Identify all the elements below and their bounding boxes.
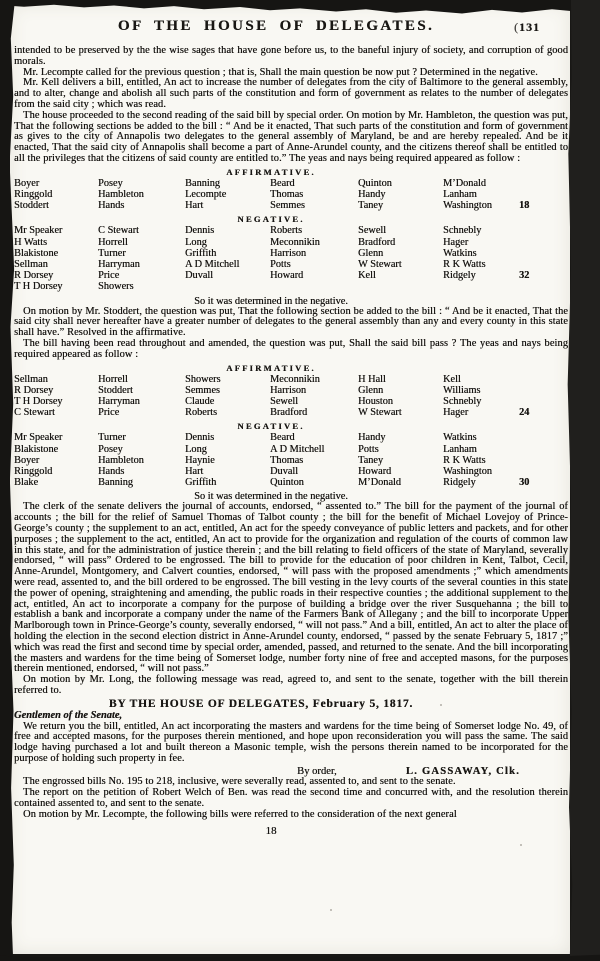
negative-heading-2: NEGATIVE. xyxy=(237,421,305,432)
signature-mark: 18 xyxy=(265,825,277,838)
delegate-name: Quinton xyxy=(270,477,304,489)
paragraph-senate-clerk: The clerk of the senate delivers the journal of accounts, endorsed, “ assented to.” The bill for the payment of the journal of accounts ; the bill for the relief of Samuel Thomas of Talbot county ; the bill for the benefit of Michael Lovejoy of Prince-George’s county ; the supplement to an act, entitled, An act for the speedy conveyance of public letters and packets, and for other purposes ; the supplement to the act, entitled, An act to provide for the organization and regulation of the courts of common law in this state, and for the administration of justice therein ; and the bill relating to field officers of the state of Maryland, severally endorsed, “ will pass” Ordered to be engrossed. The bill to provide for the education of poor children in Kent, Talbot, Cecil, Anne-Arundel, Montgomery, and Calvert counties, endorsed, “ will pass with the proposed amendments ;” which amendments were read, assented to, and the bill ordered to be engrossed. The bill vesting in the levy courts of the several counties in this state the power of opening, straightening and amending, the public roads in their respective counties ; the additional supplement to the act, entitled, An act to incorporate a company for the purpose of building a bridge over the river Susquehanna ; the bill to establish a bank and incorporate a company under the name of the Farmers Bank of Allegany ; and the bill to incorporate Upper Marlborough town in Prince-George’s county, severally endorsed, “ will not pass.” And a bill, entitled, An act to alter the place of holding the election in the second election district in Anne-Arundel county, endorsed, “ passed by the senate February 5, 1817 ;” which was read the first and second time by special order, amended, passed, and returned to the senate. And the bill incorporating the masters and wardens for the time being of Somerset lodge, number forty nine of free and accepted masons, for the purposes therein mentioned, endorsed, “ will not pass.” xyxy=(14,501,568,675)
paragraph-next-general: On motion by Mr. Lecompte, the following bills were referred to the consideration of the next general xyxy=(23,808,457,820)
affirmative-heading-2: AFFIRMATIVE. xyxy=(226,362,316,373)
delegate-name: Hart xyxy=(185,200,204,212)
table-row xyxy=(14,281,568,292)
affirmative-heading-1: AFFIRMATIVE. xyxy=(226,166,316,177)
page-number-value: 131 xyxy=(519,20,540,34)
delegate-name: Banning xyxy=(98,477,133,489)
delegate-name: R K Watts xyxy=(443,454,486,466)
delegate-name: Hands xyxy=(98,466,125,477)
delegate-name: Lecompte xyxy=(185,188,227,200)
delegate-name: Hambleton xyxy=(98,188,144,200)
delegate-name: Schnebly xyxy=(443,225,482,237)
running-header xyxy=(14,14,568,40)
delegate-name: T H Dorsey xyxy=(14,281,63,293)
determination-line-1: So it was determined in the negative. xyxy=(194,295,348,307)
delegate-name: Hart xyxy=(185,466,204,477)
delegate-name: Ridgely xyxy=(443,477,476,489)
delegate-name: Handy xyxy=(358,188,386,200)
delegate-name: Posey xyxy=(98,177,123,189)
table-row xyxy=(14,432,568,443)
delegate-name: Potts xyxy=(270,258,291,270)
table-row xyxy=(14,248,568,259)
salutation: Gentlemen of the Senate, xyxy=(14,709,122,721)
delegate-name: Blake xyxy=(14,477,39,489)
paragraph-engrossed-bills: The engrossed bills No. 195 to 218, inclusive, were severally read, assented to, and sent to the senate. xyxy=(23,776,456,788)
by-order-label: By order, xyxy=(297,765,337,777)
delegate-name: Thomas xyxy=(270,188,304,200)
delegate-name: Harryman xyxy=(98,395,140,407)
table-row xyxy=(14,200,568,211)
table-row xyxy=(14,455,568,466)
table-row xyxy=(14,374,568,385)
vote-table-1-negative xyxy=(14,225,568,292)
house-of-delegates-heading: BY THE HOUSE OF DELEGATES, February 5, 1817. xyxy=(108,697,414,710)
vote-table-2-affirmative xyxy=(14,374,568,419)
delegate-name: Semmes xyxy=(270,200,305,212)
delegate-name: Posey xyxy=(98,443,123,455)
delegate-name: Hands xyxy=(98,200,125,212)
delegate-name: Houston xyxy=(358,395,393,407)
delegate-name: Sewell xyxy=(270,395,299,407)
delegate-name: Showers xyxy=(185,373,221,385)
page-number-bracket: ( xyxy=(514,20,519,34)
delegate-name: Horrell xyxy=(98,373,128,385)
delegate-name: Washington xyxy=(443,200,492,212)
delegate-name: Thomas xyxy=(270,454,304,466)
delegate-name: Taney xyxy=(358,200,384,212)
delegate-name: Howard xyxy=(358,466,392,477)
delegate-name: Roberts xyxy=(185,407,218,419)
delegate-name: Long xyxy=(185,236,207,248)
delegate-name: Sellman xyxy=(14,258,48,270)
delegate-name: Meconnikin xyxy=(270,236,320,248)
delegate-name: W Stewart xyxy=(358,407,402,419)
delegate-name: Griffith xyxy=(185,247,217,259)
delegate-name: R Dorsey xyxy=(14,270,54,282)
delegate-name: W Stewart xyxy=(358,258,402,270)
paragraph-bill-read: The bill having been read throughout and amended, the question was put, Shall the said bill pass ? The yeas and nays being required appeared as follow : xyxy=(14,337,568,360)
paragraph-long-motion: On motion by Mr. Long, the following message was read, agreed to, and sent to the senate, together with the bill therein referred to. xyxy=(14,674,568,696)
vote-tally-negative-2: 30 xyxy=(519,477,530,489)
delegate-name: Dennis xyxy=(185,225,215,237)
delegate-name: Boyer xyxy=(14,177,40,189)
delegate-name: Claude xyxy=(185,395,215,407)
delegate-name: Showers xyxy=(98,281,134,293)
table-row xyxy=(14,178,568,189)
table-row xyxy=(14,237,568,248)
delegate-name: T H Dorsey xyxy=(14,395,63,407)
delegate-name: C Stewart xyxy=(98,225,139,237)
vote-tally-negative-1: 32 xyxy=(519,270,530,282)
delegate-name: Hambleton xyxy=(98,454,144,466)
paragraph-return-bill: We return you the bill, entitled, An act incorporating the masters and wardens for the time being of Somerset lodge No. 49, of free and accepted masons, for the purposes therein mentioned, and hope upon reconsideration you will pass the same. The said lodge having purchased a lot and built thereon a Masonic temple, wish the persons therein named to be incorporated for the purpose of holding such property in fee. xyxy=(14,720,568,764)
delegate-name: Banning xyxy=(185,177,220,189)
delegate-name: Hager xyxy=(443,407,469,419)
scan-speck xyxy=(330,909,332,911)
delegate-name: Hager xyxy=(443,236,469,248)
vote-tally-affirmative-1: 18 xyxy=(519,200,530,212)
delegate-name: Quinton xyxy=(358,177,392,189)
delegate-name: Ringgold xyxy=(14,188,53,200)
delegate-name: Mr Speaker xyxy=(14,225,63,237)
table-row xyxy=(14,189,568,200)
delegate-name: H Hall xyxy=(358,373,386,385)
delegate-name: Harrison xyxy=(270,384,307,396)
paragraph-lecompte-question: Mr. Lecompte called for the previous question ; that is, Shall the main question be now put ? Determined in the negative. xyxy=(23,66,538,78)
page-number xyxy=(514,20,540,35)
delegate-name: Schnebly xyxy=(443,395,482,407)
delegate-name: Dennis xyxy=(185,432,215,444)
delegate-name: Price xyxy=(98,270,120,282)
paragraph-kell-bill: Mr. Kell delivers a bill, entitled, An act to increase the number of delegates from the city of Baltimore to the general assembly, and to alter, change and abolish all such parts of the constitution and form of government as relates to the number of delegates from the said city ; which was read. xyxy=(14,77,568,110)
scan-speck xyxy=(440,704,442,706)
table-row xyxy=(14,477,568,488)
table-row xyxy=(14,407,568,418)
delegate-name: Haynie xyxy=(185,454,215,466)
delegate-name: Duvall xyxy=(270,466,299,477)
delegate-name: Horrell xyxy=(98,236,128,248)
delegate-name: Beard xyxy=(270,432,295,444)
clerk-signature: L. GASSAWAY, Clk. xyxy=(405,765,520,777)
paragraph-intro: intended to be preserved by the the wise sages that have gone before us, to the baneful injury of society, and corruption of good morals. xyxy=(14,45,568,67)
table-row xyxy=(14,270,568,281)
paragraph-welch-report: The report on the petition of Robert Welch of Ben. was read the second time and concurred with, and the resolution therein contained assented to, and sent to the senate. xyxy=(14,787,568,809)
delegate-name: Price xyxy=(98,407,120,419)
delegate-name: Stoddert xyxy=(98,384,133,396)
delegate-name: Harrison xyxy=(270,247,307,259)
delegate-name: Harryman xyxy=(98,258,140,270)
table-row xyxy=(14,385,568,396)
vote-table-2-negative xyxy=(14,432,568,488)
delegate-name: R Dorsey xyxy=(14,384,54,396)
delegate-name: Ridgely xyxy=(443,270,476,282)
page-content xyxy=(14,14,568,837)
dark-right-edge xyxy=(567,0,600,961)
delegate-name: Duvall xyxy=(185,270,214,282)
delegate-name: Watkins xyxy=(443,432,477,444)
delegate-name: Ringgold xyxy=(14,466,53,477)
delegate-name: C Stewart xyxy=(14,407,55,419)
delegate-name: Taney xyxy=(358,454,384,466)
delegate-name: Blakistone xyxy=(14,443,59,455)
delegate-name: Griffith xyxy=(185,477,217,489)
delegate-name: Sewell xyxy=(358,225,387,237)
table-row xyxy=(14,259,568,270)
page-paper xyxy=(10,4,570,954)
delegate-name: Lanham xyxy=(443,443,477,455)
delegate-name: Stoddert xyxy=(14,200,49,212)
delegate-name: Sellman xyxy=(14,373,48,385)
table-row xyxy=(14,444,568,455)
delegate-name: Beard xyxy=(270,177,295,189)
delegate-name: Mr Speaker xyxy=(14,432,63,444)
delegate-name: Bradford xyxy=(270,407,308,419)
delegate-name: R K Watts xyxy=(443,258,486,270)
delegate-name: Kell xyxy=(358,270,376,282)
delegate-name: Glenn xyxy=(358,247,384,259)
delegate-name: M’Donald xyxy=(358,477,401,489)
delegate-name: Glenn xyxy=(358,384,384,396)
determination-line-2: So it was determined in the negative. xyxy=(194,491,348,503)
delegate-name: Boyer xyxy=(14,454,40,466)
delegate-name: Semmes xyxy=(185,384,220,396)
paragraph-second-reading: The house proceeded to the second reading of the said bill by special order. On motion by Mr. Hambleton, the question was put, That the following sections be added to the bill : “ And be it enacted, That such parts of the constitution and form of government as gives to the city of Annapolis two delegates to the general assembly of Maryland, be and are hereby repealed. And be it enacted, That the said city of Annapolis shall become a part of Anne-Arundel county, and the citizens thereof shall be entitled to all the privileges that the citizens of said county are entitled to.” The yeas and nays being required appeared as follow : xyxy=(14,109,568,164)
vote-tally-affirmative-2: 24 xyxy=(519,407,530,419)
table-row xyxy=(14,225,568,236)
delegate-name: M’Donald xyxy=(443,177,486,189)
delegate-name: Long xyxy=(185,443,207,455)
delegate-name: H Watts xyxy=(14,236,48,248)
table-row xyxy=(14,466,568,477)
delegate-name: Potts xyxy=(358,443,379,455)
delegate-name: Watkins xyxy=(443,247,477,259)
delegate-name: Kell xyxy=(443,373,461,385)
vote-table-1-affirmative xyxy=(14,178,568,212)
delegate-name: Meconnikin xyxy=(270,373,320,385)
table-row xyxy=(14,396,568,407)
delegate-name: Roberts xyxy=(270,225,303,237)
delegate-name: A D Mitchell xyxy=(185,258,240,270)
delegate-name: Turner xyxy=(98,432,126,444)
page-title: OF THE HOUSE OF DELEGATES. xyxy=(117,18,435,34)
paragraph-stoddert-motion: On motion by Mr. Stoddert, the question was put, That the following section be added to the bill : “ And be it enacted, That the said city shall never hereafter have a greater number of delegates to the general assembly than any and every county in this state shall have.” Resolved in the affirmative. xyxy=(14,305,568,339)
delegate-name: A D Mitchell xyxy=(270,443,325,455)
delegate-name: Williams xyxy=(443,384,481,396)
delegate-name: Bradford xyxy=(358,236,396,248)
scan-speck xyxy=(520,844,522,846)
delegate-name: Blakistone xyxy=(14,247,59,259)
delegate-name: Handy xyxy=(358,432,386,444)
delegate-name: Howard xyxy=(270,270,304,282)
delegate-name: Lanham xyxy=(443,188,477,200)
negative-heading-1: NEGATIVE. xyxy=(237,214,305,225)
delegate-name: Washington xyxy=(443,466,492,477)
delegate-name: Turner xyxy=(98,247,126,259)
